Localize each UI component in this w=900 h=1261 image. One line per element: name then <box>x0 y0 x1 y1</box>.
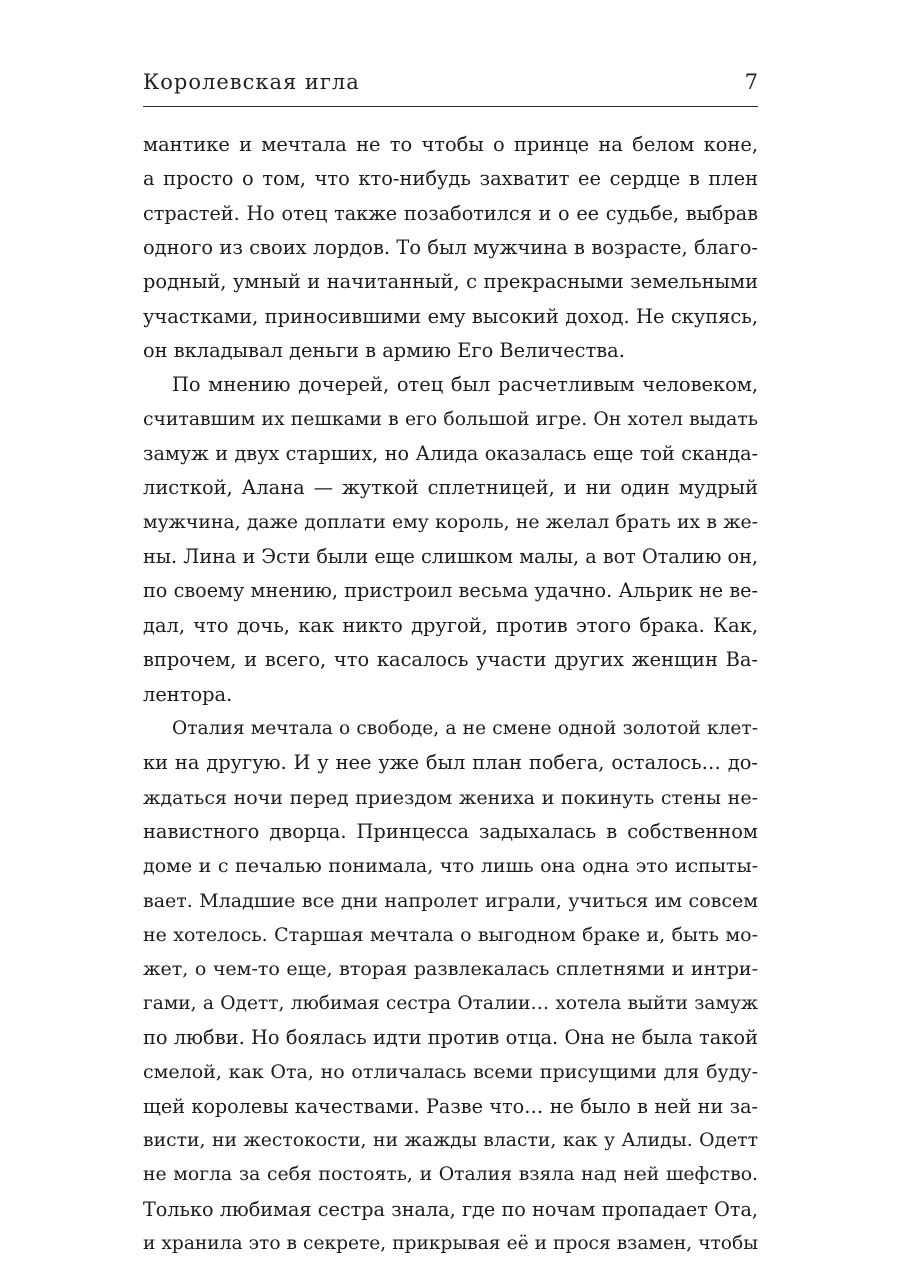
text-line: ждаться ночи перед приездом жениха и покинуть стены не- <box>143 786 758 809</box>
paragraph <box>143 712 758 1261</box>
text-line: одного из своих лордов. То был мужчина в возрасте, благо- <box>143 236 758 260</box>
text-line: ки на другую. И у нее уже был план побега, осталось… до- <box>143 751 758 775</box>
text-line: дал, что дочь, как никто другой, против этого брака. Как, <box>143 613 758 637</box>
running-title: Королевская игла <box>143 70 360 94</box>
running-header <box>143 70 758 100</box>
text-line: смелой, как Ота, но отличалась всеми присущими для буду- <box>143 1061 758 1084</box>
text-line: он вкладывал деньги в армию Его Величества. <box>143 339 625 363</box>
text-line: а просто о том, что кто-нибудь захватит ее сердце в плен <box>143 167 758 191</box>
text-line: По мнению дочерей, отец был расчетливым человеком, <box>172 373 758 397</box>
text-line: щей королевы качествами. Разве что… не было в ней ни за- <box>143 1094 758 1118</box>
text-line: жет, о чем-то еще, вторая развлекалась сплетнями и интри- <box>143 958 758 981</box>
text-line: гами, а Одетт, любимая сестра Оталии… хотела выйти замуж <box>143 992 758 1014</box>
text-line: родный, умный и начитанный, с прекрасными земельными <box>143 270 758 294</box>
text-line: навистного дворца. Принцесса задыхалась в собственном <box>143 819 758 843</box>
text-line: страстей. Но отец также позаботился и о ее судьбе, выбрав <box>143 201 758 225</box>
text-line: по своему мнению, пристроил весьма удачно. Альрик не ве- <box>143 579 758 603</box>
text-line: вает. Младшие все дни напролет играли, учиться им совсем <box>143 889 758 912</box>
text-line: не хотелось. Старшая мечтала о выгодном браке и, быть мо- <box>143 923 758 946</box>
paragraph <box>143 368 758 711</box>
text-line: впрочем, и всего, что касалось участи других женщин Ва- <box>143 648 758 672</box>
text-line: мантике и мечтала не то чтобы о принце на белом коне, <box>143 133 758 156</box>
text-line: листкой, Алана — жуткой сплетницей, и ни один мудрый <box>143 476 758 500</box>
text-line: считавшим их пешками в его большой игре. Он хотел выдать <box>143 408 758 430</box>
text-line: доме и с печалью понимала, что лишь она одна это испыты- <box>143 855 758 878</box>
page-number: 7 <box>744 70 758 94</box>
paragraph <box>143 128 758 368</box>
text-line: ны. Лина и Эсти были еще слишком малы, а вот Оталию он, <box>143 545 758 569</box>
text-line: по любви. Но боялась идти против отца. Она не была такой <box>143 1025 758 1049</box>
text-line: мужчина, даже доплати ему король, не желал брать их в же- <box>143 511 758 533</box>
text-line: не могла за себя постоять, и Оталия взяла над ней шефство. <box>143 1164 758 1186</box>
text-line: замуж и двух старших, но Алида оказалась еще той сканда- <box>143 442 758 466</box>
text-line: и хранила это в секрете, прикрывая её и прося взамен, чтобы <box>143 1233 758 1254</box>
text-line: Только любимая сестра знала, где по ночам пропадает Ота, <box>143 1197 758 1221</box>
header-rule <box>143 106 758 107</box>
text-line: лентора. <box>143 682 233 706</box>
text-line: участками, приносившими ему высокий доход. Не скупясь, <box>143 304 758 328</box>
text-line: Оталия мечтала о свободе, а не смене одной золотой клет- <box>172 717 758 739</box>
text-line: висти, ни жестокости, ни жажды власти, как у Алиды. Одетт <box>143 1129 758 1151</box>
body-text <box>143 128 758 1261</box>
